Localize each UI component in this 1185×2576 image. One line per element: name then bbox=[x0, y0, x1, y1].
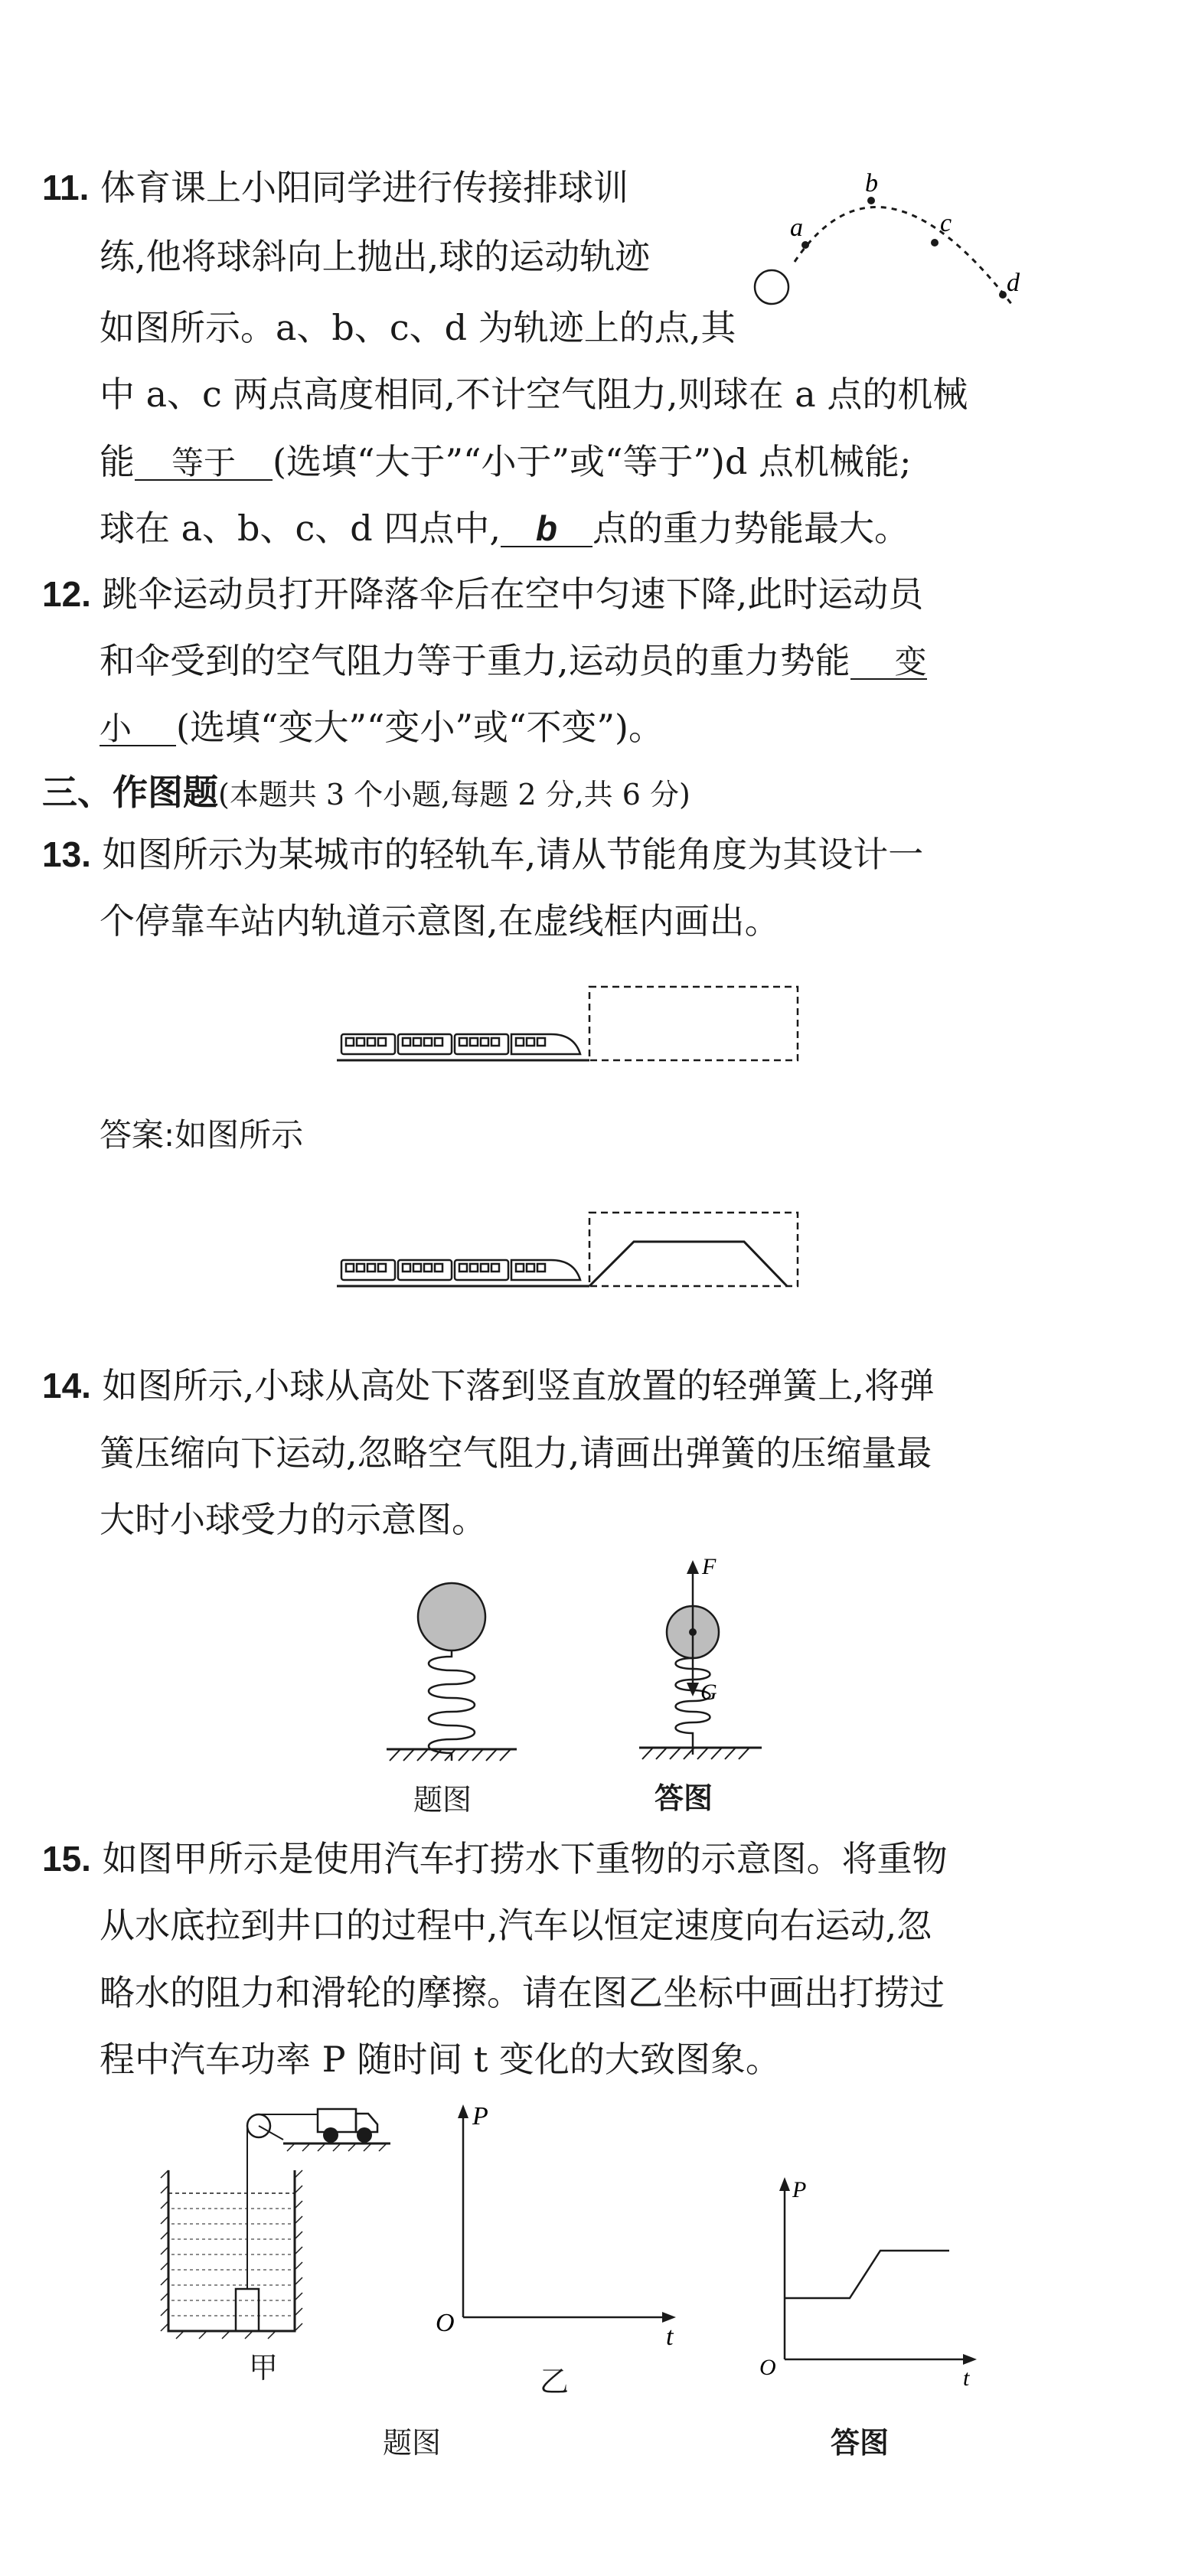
q12-line3-text: (选填“变大”“变小”或“不变”)。 bbox=[176, 707, 664, 748]
well-hatch bbox=[161, 2170, 302, 2339]
label-b: b bbox=[865, 169, 878, 198]
figure-jia-label: 甲 bbox=[249, 2351, 279, 2385]
label-d: d bbox=[1007, 269, 1020, 297]
q13-answer-label: 答案:如图所示 bbox=[100, 1116, 304, 1154]
y-arrow-icon bbox=[779, 2177, 790, 2191]
q14-question-caption: 题图 bbox=[413, 1783, 472, 1817]
axis-p-label: P bbox=[792, 2177, 807, 2202]
spring-ball-answer-figure bbox=[639, 1554, 792, 1776]
q15-text bbox=[42, 1838, 948, 1879]
q13-line2: 个停靠车站内轨道示意图,在虚线框内画出。 bbox=[100, 900, 780, 942]
well-walls bbox=[168, 2170, 295, 2331]
volleyball-icon bbox=[755, 270, 788, 304]
point-d bbox=[999, 291, 1007, 299]
q11-line2: 练,他将球斜向上抛出,球的运动轨迹 bbox=[100, 236, 651, 277]
point-a bbox=[801, 241, 809, 249]
q11-line6 bbox=[100, 508, 909, 549]
q14-line3: 大时小球受力的示意图。 bbox=[100, 1499, 487, 1540]
spring-ball-question-figure bbox=[379, 1577, 532, 1776]
truck-icon bbox=[318, 2109, 377, 2143]
point-b bbox=[867, 197, 875, 204]
origin-label: O bbox=[759, 2355, 776, 2380]
q11-answer-blank-1: 等于 bbox=[135, 447, 273, 481]
q14-answer-caption: 答图 bbox=[655, 1781, 713, 1815]
ball-icon bbox=[418, 1583, 485, 1650]
q15-answer-caption: 答图 bbox=[831, 2426, 890, 2460]
ground-hatch bbox=[642, 1748, 749, 1759]
train-icon bbox=[341, 1034, 580, 1054]
q13-number: 13. bbox=[42, 834, 91, 874]
x-arrow-icon bbox=[662, 2312, 676, 2323]
q14-line2: 簧压缩向下运动,忽略空气阻力,请画出弹簧的压缩量最 bbox=[100, 1432, 932, 1474]
q15-line2: 从水底拉到井口的过程中,汽车以恒定速度向右运动,忽 bbox=[100, 1905, 932, 1946]
q11-line5-end: (选填“大于”“小于”或“等于”)d 点机械能; bbox=[273, 441, 912, 482]
q12-line1: 跳伞运动员打开降落伞后在空中匀速下降,此时运动员 bbox=[102, 573, 924, 615]
light-rail-figure bbox=[337, 984, 804, 1068]
heavy-object bbox=[236, 2289, 259, 2331]
trajectory-figure bbox=[743, 168, 1033, 322]
section-3-title: 三、作图题 bbox=[42, 772, 218, 813]
origin-label: O bbox=[436, 2309, 455, 2337]
y-arrow-icon bbox=[458, 2104, 468, 2118]
dashed-design-box bbox=[589, 1213, 798, 1286]
q12-line2 bbox=[100, 640, 927, 681]
section-3-note: (本题共 3 个小题,每题 2 分,共 6 分) bbox=[218, 778, 690, 811]
spring-icon bbox=[429, 1650, 475, 1761]
axis-t-label: t bbox=[963, 2365, 970, 2391]
q11-line5-start: 能 bbox=[100, 441, 135, 482]
q14-text bbox=[42, 1365, 935, 1406]
power-curve bbox=[785, 2251, 949, 2298]
dashed-design-box bbox=[589, 987, 798, 1060]
label-c: c bbox=[940, 209, 952, 237]
q11-line3: 如图所示。a、b、c、d 为轨迹上的点,其 bbox=[100, 307, 736, 348]
q14-line1: 如图所示,小球从高处下落到竖直放置的轻弹簧上,将弹 bbox=[102, 1365, 935, 1406]
axis-t-label: t bbox=[666, 2323, 674, 2351]
q11-line4: 中 a、c 两点高度相同,不计空气阻力,则球在 a 点的机械 bbox=[100, 374, 968, 415]
train-icon bbox=[341, 1260, 580, 1280]
trajectory-path bbox=[795, 207, 1012, 305]
q12-answer-blank-part2: 小 bbox=[100, 713, 176, 746]
q12-answer-blank-part1: 变 bbox=[850, 646, 927, 680]
q12-text bbox=[42, 573, 924, 615]
figure-yi-label: 乙 bbox=[540, 2365, 570, 2398]
q11-line1: 体育课上小阳同学进行传接排球训 bbox=[100, 167, 629, 208]
q13-text bbox=[42, 834, 924, 875]
q11-line5 bbox=[100, 441, 912, 482]
ground-hatch bbox=[390, 1749, 511, 1761]
axis-p-label: P bbox=[472, 2102, 488, 2130]
light-rail-answer-figure bbox=[337, 1210, 804, 1294]
q11-text bbox=[42, 167, 629, 208]
water-lines bbox=[171, 2209, 292, 2316]
q14-number: 14. bbox=[42, 1366, 91, 1406]
section-3-header bbox=[42, 772, 690, 813]
q15-number: 15. bbox=[42, 1839, 91, 1879]
q15-question-caption: 题图 bbox=[383, 2426, 442, 2460]
q15-line3: 略水的阻力和滑轮的摩擦。请在图乙坐标中画出打捞过 bbox=[100, 1972, 945, 2013]
point-c bbox=[931, 239, 939, 246]
q11-answer-blank-2: b bbox=[501, 511, 592, 547]
center-dot bbox=[689, 1628, 697, 1636]
q12-line2-text: 和伞受到的空气阻力等于重力,运动员的重力势能 bbox=[100, 640, 850, 681]
q15-line4: 程中汽车功率 P 随时间 t 变化的大致图象。 bbox=[100, 2039, 781, 2080]
q12-line3 bbox=[100, 707, 664, 748]
arrowhead-up-icon bbox=[687, 1560, 699, 1574]
power-answer-graph bbox=[758, 2174, 988, 2391]
q13-line1: 如图所示为某城市的轻轨车,请从节能角度为其设计一 bbox=[102, 834, 924, 875]
elevated-station-track bbox=[589, 1242, 787, 1286]
q12-number: 12. bbox=[42, 574, 91, 614]
power-axes-yi bbox=[433, 2101, 685, 2351]
label-a: a bbox=[790, 214, 803, 242]
force-g-label: G bbox=[700, 1680, 717, 1705]
salvage-figure-jia bbox=[161, 2109, 406, 2362]
q15-line1: 如图甲所示是使用汽车打捞水下重物的示意图。将重物 bbox=[102, 1838, 948, 1879]
x-arrow-icon bbox=[963, 2354, 977, 2365]
q11-number: 11. bbox=[42, 168, 90, 207]
q11-line6-end: 点的重力势能最大。 bbox=[592, 508, 909, 549]
force-f-label: F bbox=[702, 1554, 717, 1579]
q11-line6-start: 球在 a、b、c、d 四点中, bbox=[100, 508, 501, 549]
